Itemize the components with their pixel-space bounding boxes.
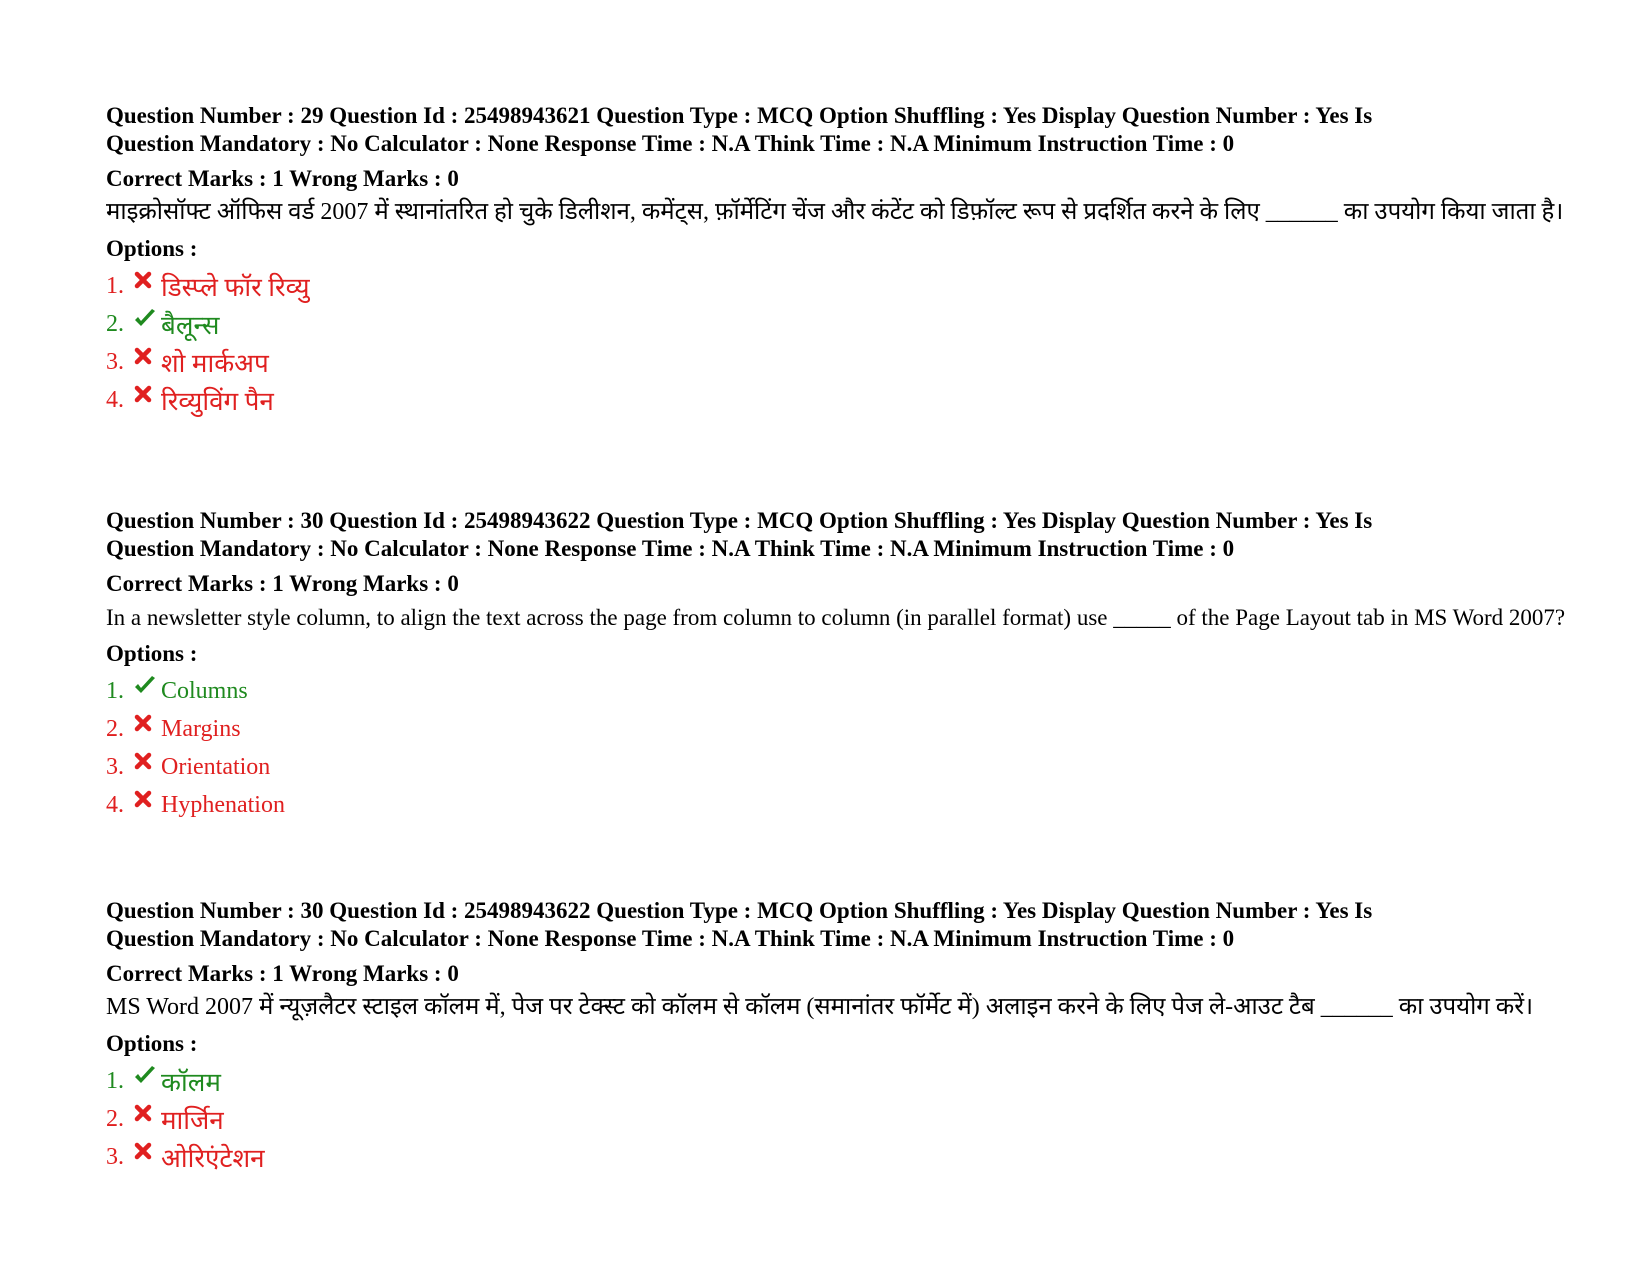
option-number: 1. (106, 1067, 124, 1094)
options-label: Options : (106, 1031, 198, 1056)
option-label: डिस्प्ले फॉर रिव्यु (161, 273, 310, 302)
option-label: कॉलम (161, 1068, 221, 1097)
option-item (106, 748, 1586, 786)
option-label: शो मार्कअप (161, 349, 269, 378)
question-text: MS Word 2007 में न्यूज़लैटर स्टाइल कॉलम में, पेज पर टेक्स्ट को कॉलम से कॉलम (समानांतर फॉर्मेट में) अलाइन करने के लिए पेज ले-आउट टैब ______ का उपयोग करें। (106, 994, 1534, 1020)
option-item (106, 343, 1586, 381)
option-label: Orientation (161, 753, 271, 780)
question-meta-line2: Question Mandatory : No Calculator : None Response Time : N.A Think Time : N.A Minimum Instruction Time : 0 (106, 536, 1235, 561)
option-number: 2. (106, 715, 124, 742)
question-marks: Correct Marks : 1 Wrong Marks : 0 (106, 961, 459, 986)
option-item (106, 710, 1586, 748)
option-number: 2. (106, 1105, 124, 1132)
option-number: 4. (106, 791, 124, 818)
cross-icon (133, 384, 161, 408)
option-item (106, 381, 1586, 419)
option-label: ओरिएंटेशन (161, 1144, 265, 1173)
option-label: मार्जिन (161, 1106, 224, 1135)
question-text: In a newsletter style column, to align the text across the page from column to column (in parallel format) use _____ of the Page Layout tab in MS Word 2007? (106, 605, 1566, 630)
check-icon (133, 308, 161, 332)
option-number: 3. (106, 348, 124, 375)
question-meta-line1: Question Number : 29 Question Id : 25498943621 Question Type : MCQ Option Shuffling : Yes Display Question Number : Yes Is (106, 103, 1373, 128)
options-list (106, 672, 1586, 824)
question-meta-line2: Question Mandatory : No Calculator : None Response Time : N.A Think Time : N.A Minimum Instruction Time : 0 (106, 131, 1235, 156)
option-number: 3. (106, 1143, 124, 1170)
check-icon (133, 1065, 161, 1089)
question-block (106, 897, 1586, 1176)
options-label: Options : (106, 641, 198, 666)
cross-icon (133, 1141, 161, 1165)
options-list (106, 267, 1586, 419)
options-label: Options : (106, 236, 198, 261)
cross-icon (133, 713, 161, 737)
question-block (106, 102, 1586, 419)
option-number: 4. (106, 386, 124, 413)
question-meta (106, 102, 1586, 158)
question-block (106, 507, 1586, 824)
cross-icon (133, 270, 161, 294)
question-marks: Correct Marks : 1 Wrong Marks : 0 (106, 166, 459, 191)
option-number: 1. (106, 272, 124, 299)
option-item (106, 672, 1586, 710)
option-label: Margins (161, 715, 241, 742)
option-item (106, 1100, 1586, 1138)
option-label: Columns (161, 677, 248, 704)
cross-icon (133, 346, 161, 370)
question-text: माइक्रोसॉफ्ट ऑफिस वर्ड 2007 में स्थानांतरित हो चुके डिलीशन, कमेंट्स, फ़ॉर्मेटिंग चेंज और कंटेंट को डिफ़ॉल्ट रूप से प्रदर्शित करने के लिए ______ का उपयोग किया जाता है। (106, 199, 1564, 225)
option-number: 2. (106, 310, 124, 337)
question-marks: Correct Marks : 1 Wrong Marks : 0 (106, 571, 459, 596)
option-label: रिव्युविंग पैन (161, 387, 274, 416)
cross-icon (133, 751, 161, 775)
option-number: 3. (106, 753, 124, 780)
question-meta (106, 507, 1586, 563)
cross-icon (133, 789, 161, 813)
cross-icon (133, 1103, 161, 1127)
option-label: बैलून्स (161, 311, 220, 340)
option-item (106, 786, 1586, 824)
option-item (106, 267, 1586, 305)
option-item (106, 1062, 1586, 1100)
question-meta (106, 897, 1586, 953)
question-meta-line1: Question Number : 30 Question Id : 25498943622 Question Type : MCQ Option Shuffling : Yes Display Question Number : Yes Is (106, 898, 1373, 923)
option-item (106, 305, 1586, 343)
question-meta-line2: Question Mandatory : No Calculator : None Response Time : N.A Think Time : N.A Minimum Instruction Time : 0 (106, 926, 1235, 951)
option-item (106, 1138, 1586, 1176)
question-meta-line1: Question Number : 30 Question Id : 25498943622 Question Type : MCQ Option Shuffling : Yes Display Question Number : Yes Is (106, 508, 1373, 533)
option-number: 1. (106, 677, 124, 704)
option-label: Hyphenation (161, 791, 285, 818)
check-icon (133, 675, 161, 699)
options-list (106, 1062, 1586, 1176)
